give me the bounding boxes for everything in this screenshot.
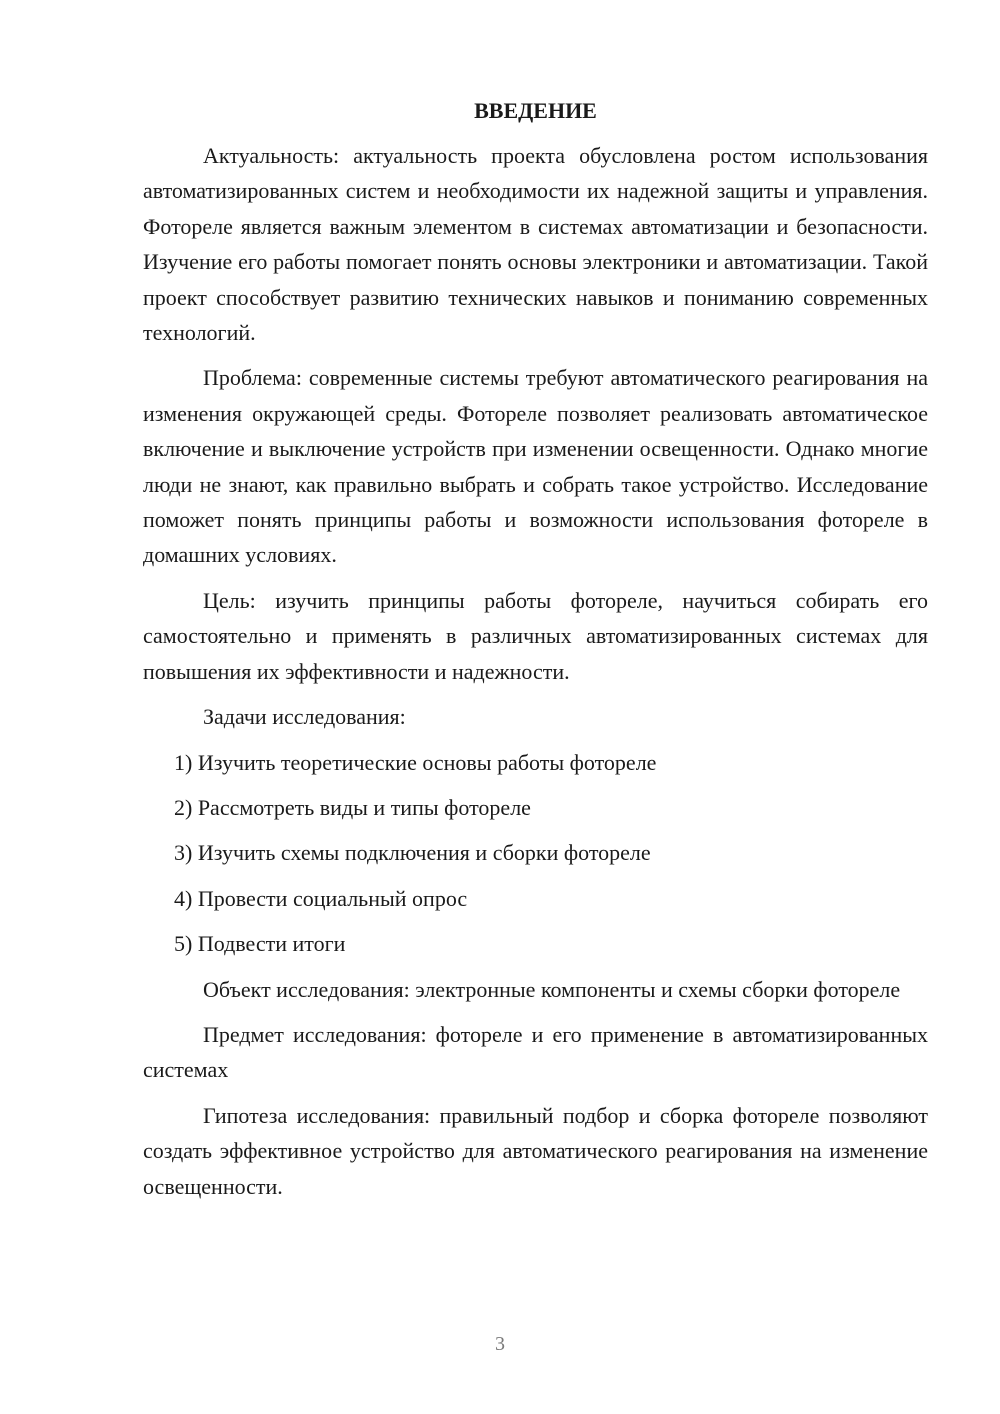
tasks-list [143,745,928,962]
task-item-4: 4) Провести социальный опрос [174,885,468,911]
task-item-5: 5) Подвести итоги [174,931,346,957]
goal-paragraph: Цель: изучить принципы работы фотореле, научиться собирать его самостоятельно и применять в различных автоматизированных системах для повышения их эффективности и надежности. [143,587,928,684]
hypothesis-paragraph: Гипотеза исследования: правильный подбор и сборка фотореле позволяют создать эффективное устройство для автоматического реагирования на изменение освещенности. [143,1102,928,1199]
relevance-paragraph: Актуальность: актуальность проекта обусловлена ростом использования автоматизированных систем и необходимости их надежной защиты и управления. Фотореле является важным элементом в системах автоматизации и безопасности. Изучение его работы помогает понять основы электроники и автоматизации. Такой проект способствует развитию технических навыков и пониманию современных технологий. [143,143,928,346]
tasks-heading: Задачи исследования: [203,704,406,730]
subject-paragraph: Предмет исследования: фотореле и его применение в автоматизированных системах [143,1021,928,1083]
task-item-3: 3) Изучить схемы подключения и сборки фотореле [174,840,651,866]
task-item-1: 1) Изучить теоретические основы работы фотореле [174,749,657,775]
document-page [143,92,928,1214]
task-item-2: 2) Рассмотреть виды и типы фотореле [174,794,531,820]
problem-paragraph: Проблема: современные системы требуют автоматического реагирования на изменения окружающей среды. Фотореле позволяет реализовать автоматическое включение и выключение устройств при изменении освещенности. Однако многие люди не знают, как правильно выбрать и собрать такое устройство. Исследование поможет понять принципы работы и возможности использования фотореле в домашних условиях. [143,365,928,568]
page-number: 3 [495,1333,505,1355]
object-paragraph: Объект исследования: электронные компоненты и схемы сборки фотореле [203,976,901,1002]
page-title: ВВЕДЕНИЕ [474,98,597,123]
